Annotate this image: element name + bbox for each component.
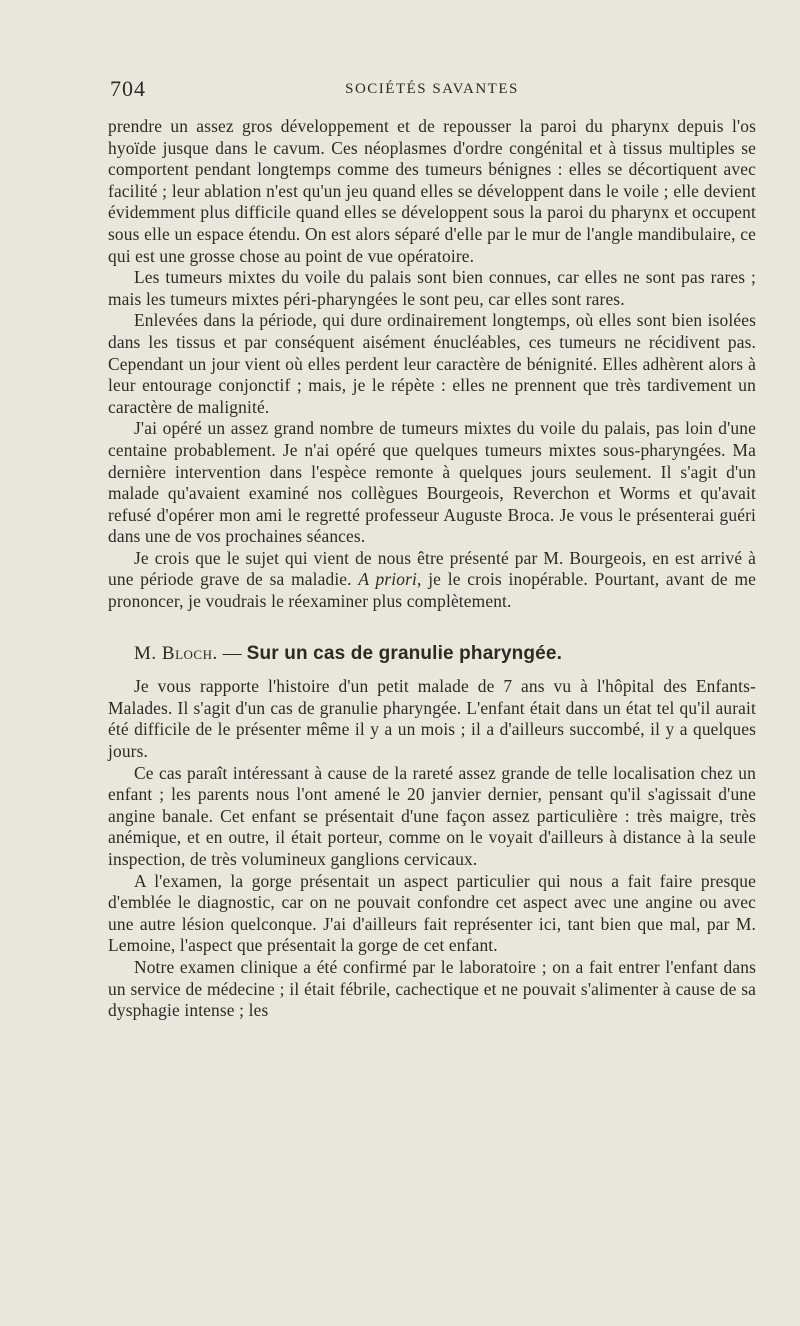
paragraph-text: Je crois que le sujet qui vient de nous être présenté par M. Bourgeois, en est arrivé à une période grave de sa maladie. — [108, 547, 756, 590]
paragraph: Les tumeurs mixtes du voile du palais sont bien connues, car elles ne sont pas rares ; mais les tumeurs mixtes péri-pharyngées le sont peu, car elles sont rares. — [108, 267, 756, 309]
section-dash: — — [217, 642, 247, 664]
paragraph: A l'examen, la gorge présentait un aspect particulier qui nous a fait faire presque d'emblée le diagnostic, car on ne pouvait confondre cet aspect avec une angine ou avec une autre lésion quelconque. J'ai d'ailleurs fait représenter ici, tant bien que mal, par M. Lemoine, l'aspect que présentait la gorge de cet enfant. — [108, 870, 756, 956]
page-number: 704 — [110, 76, 146, 101]
section-heading — [134, 643, 756, 665]
paragraph: Enlevées dans la période, qui dure ordinairement longtemps, où elles sont bien isolées dans les tissus et par conséquent aisément énucléables, ces tumeurs ne récidivent pas. Cependant un jour vient où elles perdent leur caractère de bénignité. Elles adhèrent alors à leur entourage conjonctif ; mais, je le répète : elles ne prennent que très tardivement un caractère de malignité. — [108, 310, 756, 417]
paragraph — [108, 548, 756, 613]
italic-phrase: A priori — [358, 569, 418, 590]
body-text — [108, 116, 756, 1022]
paragraph: Je vous rapporte l'histoire d'un petit malade de 7 ans vu à l'hôpital des Enfants-Malades. Il s'agit d'un cas de granulie pharyngée. L'enfant était dans un état tel qu'il aurait été difficile de le présenter même il y a un mois ; il a d'ailleurs succombé, il y a quelques jours. — [108, 676, 756, 762]
running-title: SOCIÉTÉS SAVANTES — [345, 81, 519, 97]
paragraph: J'ai opéré un assez grand nombre de tumeurs mixtes du voile du palais, pas loin d'une centaine probablement. Je n'ai opéré que quelques tumeurs mixtes sous-pharyngées. Ma dernière intervention dans l'espèce remonte à quelques jours seulement. Il s'agit d'un malade qu'avaient examiné nos collègues Bourgeois, Reverchon et Worms et qu'avait refusé d'opérer mon ami le regretté professeur Auguste Broca. Je vous le présenterai guéri dans une de vos prochaines séances. — [108, 418, 756, 547]
paragraph: Ce cas paraît intéressant à cause de la rareté assez grande de telle localisation chez un enfant ; les parents nous l'ont amené le 20 janvier dernier, pensant qu'il s'agissait d'une angine banale. Cet enfant se présentait d'une façon assez particulière : très maigre, très anémique, et en outre, il était porteur, comme on le voyait d'ailleurs à distance à la seule inspection, de très volumineux ganglions cervicaux. — [108, 762, 756, 869]
paragraph-text: , je le crois inopérable. Pourtant, avant de me prononcer, je voudrais le réexaminer plus complètement. — [108, 569, 756, 612]
section-author: M. Bloch. — [134, 642, 218, 664]
paragraph: prendre un assez gros développement et de repousser la paroi du pharynx depuis l'os hyoïde jusque dans le cavum. Ces néoplasmes d'ordre congénital et à tissus multiples se comportent pendant longtemps comme des tumeurs bénignes : elles se décortiquent avec facilité ; leur ablation n'est qu'un jeu quand elles se développent dans le voile ; elle devient évidemment plus difficile quand elles se développent sous la paroi du pharynx et occupent sous elle un espace étendu. On est alors séparé d'elle par le mur de l'angle mandibulaire, ce qui est une grosse chose au point de vue opératoire. — [108, 116, 756, 266]
paragraph: Notre examen clinique a été confirmé par le laboratoire ; on a fait entrer l'enfant dans un service de médecine ; il était fébrile, cachectique et ne pouvait s'alimenter à cause de sa dysphagie intense ; les — [108, 956, 756, 1021]
page-header — [110, 76, 754, 104]
section-title: Sur un cas de granulie pharyngée. — [246, 642, 563, 664]
